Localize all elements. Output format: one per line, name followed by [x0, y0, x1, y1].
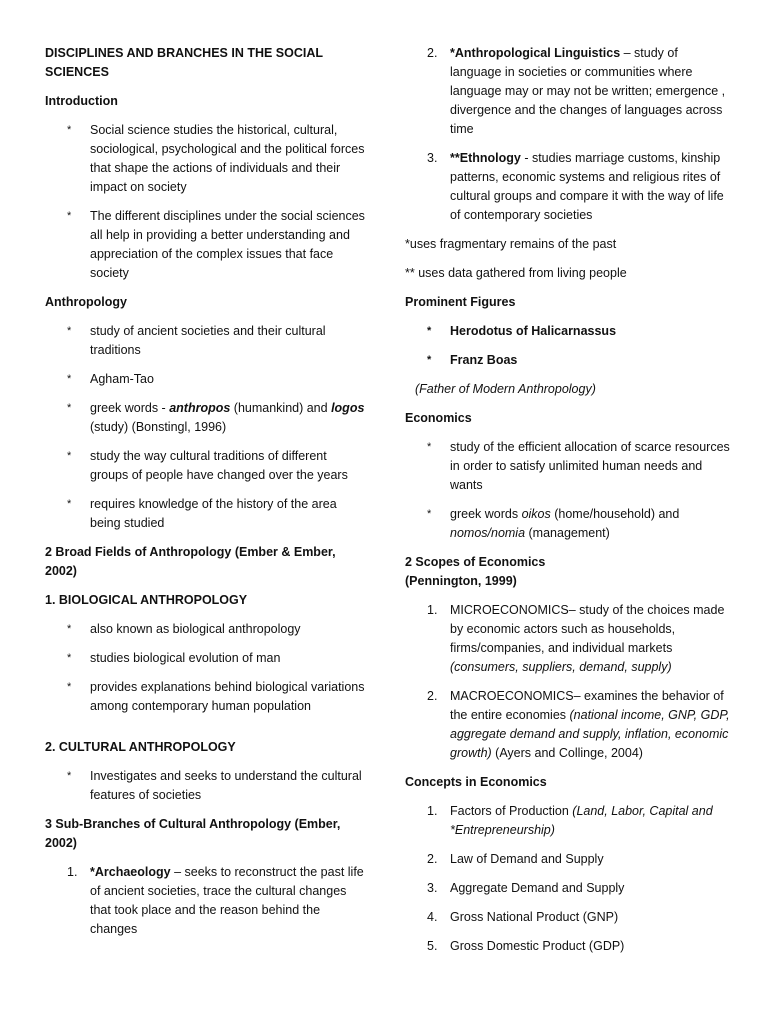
anthropology-list: [45, 322, 365, 533]
economics-list: [405, 438, 730, 543]
term-nomos: nomos/nomia: [450, 526, 526, 540]
list-item: * study of ancient societies and their cultural traditions: [45, 322, 365, 360]
list-number: 4.: [427, 910, 438, 924]
sub-branches-list-right: [405, 44, 730, 225]
concepts-heading: Concepts in Economics: [405, 775, 547, 789]
concepts-list: [405, 802, 730, 956]
text-fragment: Aggregate Demand and Supply: [450, 881, 625, 895]
text-fragment: Gross National Product (GNP): [450, 910, 619, 924]
text-fragment: Factors of Production: [450, 804, 573, 818]
list-number: 5.: [427, 939, 438, 953]
text-fragment: Gross Domestic Product (GDP): [450, 939, 625, 953]
text-fragment: (study) (Bonstingl, 1996): [90, 420, 227, 434]
term-logos: logos: [331, 401, 365, 415]
boas-note: (Father of Modern Anthropology): [415, 382, 596, 396]
list-item: * Agham-Tao: [45, 370, 365, 389]
figures-heading: Prominent Figures: [405, 295, 516, 309]
scopes-heading-line1: 2 Scopes of Economics: [405, 555, 546, 569]
text-fragment: – seeks to reconstruct the past life of ancient societies, trace the cultural changes that took place and the reason behind the changes: [90, 865, 364, 936]
scopes-heading: [405, 553, 730, 591]
cultural-list: [45, 767, 365, 805]
term-ethnology: **Ethnology: [450, 151, 521, 165]
text-fragment: (consumers, suppliers, demand, supply): [450, 660, 672, 674]
economics-heading: Economics: [405, 411, 472, 425]
list-number: 2.: [427, 852, 438, 866]
term-oikos: oikos: [521, 507, 551, 521]
term-anthropos: anthropos: [169, 401, 231, 415]
list-number: 3.: [427, 151, 438, 165]
text-fragment: – study of language in societies or communities where language may or may not be written; emergence , divergence and the changes of languages across time: [450, 46, 726, 136]
list-item: * also known as biological anthropology: [45, 620, 365, 639]
list-item: [405, 850, 730, 869]
list-number: 1.: [427, 804, 438, 818]
document-title: DISCIPLINES AND BRANCHES IN THE SOCIAL SCIENCES: [45, 46, 323, 79]
anthropology-heading: Anthropology: [45, 295, 127, 309]
text-fragment: (humankind) and: [230, 401, 332, 415]
text-fragment: greek words -: [90, 401, 170, 415]
intro-heading: Introduction: [45, 94, 118, 108]
right-column: [405, 44, 730, 966]
list-item: [45, 399, 365, 437]
intro-list: [45, 121, 365, 283]
list-item: [405, 687, 730, 763]
list-item: * provides explanations behind biological variations among contemporary human population: [45, 678, 365, 716]
list-item: [405, 879, 730, 898]
list-item: * Franz Boas: [405, 351, 730, 370]
list-number: 1.: [427, 603, 438, 617]
sub-branches-list-left: [45, 863, 365, 939]
list-number: 2.: [427, 46, 438, 60]
text-fragment: - studies marriage customs, kinship patterns, economic systems and religious rites of cultural groups and compare it with the way of life of contemporary societies: [450, 151, 724, 222]
list-item: [405, 44, 730, 139]
cultural-heading: 2. CULTURAL ANTHROPOLOGY: [45, 740, 236, 754]
list-item: [405, 149, 730, 225]
note-fragmentary: *uses fragmentary remains of the past: [405, 237, 617, 251]
text-fragment: (home/household) and: [550, 507, 680, 521]
scopes-list: [405, 601, 730, 763]
list-number: 2.: [427, 689, 438, 703]
list-number: 3.: [427, 881, 438, 895]
list-item: * studies biological evolution of man: [45, 649, 365, 668]
biological-heading: 1. BIOLOGICAL ANTHROPOLOGY: [45, 593, 248, 607]
list-item: [405, 802, 730, 840]
text-fragment: MICROECONOMICS– study of the choices made by economic actors such as households, firms/companies, and individual markets: [450, 603, 725, 655]
left-column: [45, 44, 365, 949]
list-item: [405, 908, 730, 927]
list-item: [45, 863, 365, 939]
list-item: * requires knowledge of the history of the area being studied: [45, 495, 365, 533]
text-fragment: greek words: [450, 507, 522, 521]
list-item: [405, 937, 730, 956]
figures-list: [405, 322, 730, 370]
biological-list: [45, 620, 365, 716]
list-item: * study the way cultural traditions of different groups of people have changed over the years: [45, 447, 365, 485]
list-item: [405, 601, 730, 677]
list-number: 1.: [67, 865, 78, 879]
list-item: * Social science studies the historical, cultural, sociological, psychological and the political forces that shape the actions of individuals and their impact on society: [45, 121, 365, 197]
list-item: * The different disciplines under the social sciences all help in providing a better understanding and appreciation of the complex issues that face society: [45, 207, 365, 283]
list-item: [405, 505, 730, 543]
note-living-people: ** uses data gathered from living people: [405, 266, 627, 280]
scopes-heading-line2: (Pennington, 1999): [405, 574, 517, 588]
text-fragment: (Ayers and Collinge, 2004): [491, 746, 643, 760]
text-fragment: (national income, GNP, GDP, aggregate demand and supply, inflation, economic growth): [450, 708, 730, 760]
list-item: * Herodotus of Halicarnassus: [405, 322, 730, 341]
text-fragment: MACROECONOMICS– examines the behavior of the entire economies: [450, 689, 724, 722]
text-fragment: (Land, Labor, Capital and *Entrepreneurship): [450, 804, 713, 837]
text-fragment: (management): [525, 526, 610, 540]
list-item: * study of the efficient allocation of scarce resources in order to satisfy unlimited human needs and wants: [405, 438, 730, 495]
sub-branches-heading: 3 Sub-Branches of Cultural Anthropology (Ember, 2002): [45, 817, 341, 850]
text-fragment: Law of Demand and Supply: [450, 852, 604, 866]
list-item: * Investigates and seeks to understand the cultural features of societies: [45, 767, 365, 805]
term-archaeology: *Archaeology: [90, 865, 171, 879]
broad-fields-heading: 2 Broad Fields of Anthropology (Ember & Ember, 2002): [45, 545, 336, 578]
term-linguistics: *Anthropological Linguistics: [450, 46, 621, 60]
